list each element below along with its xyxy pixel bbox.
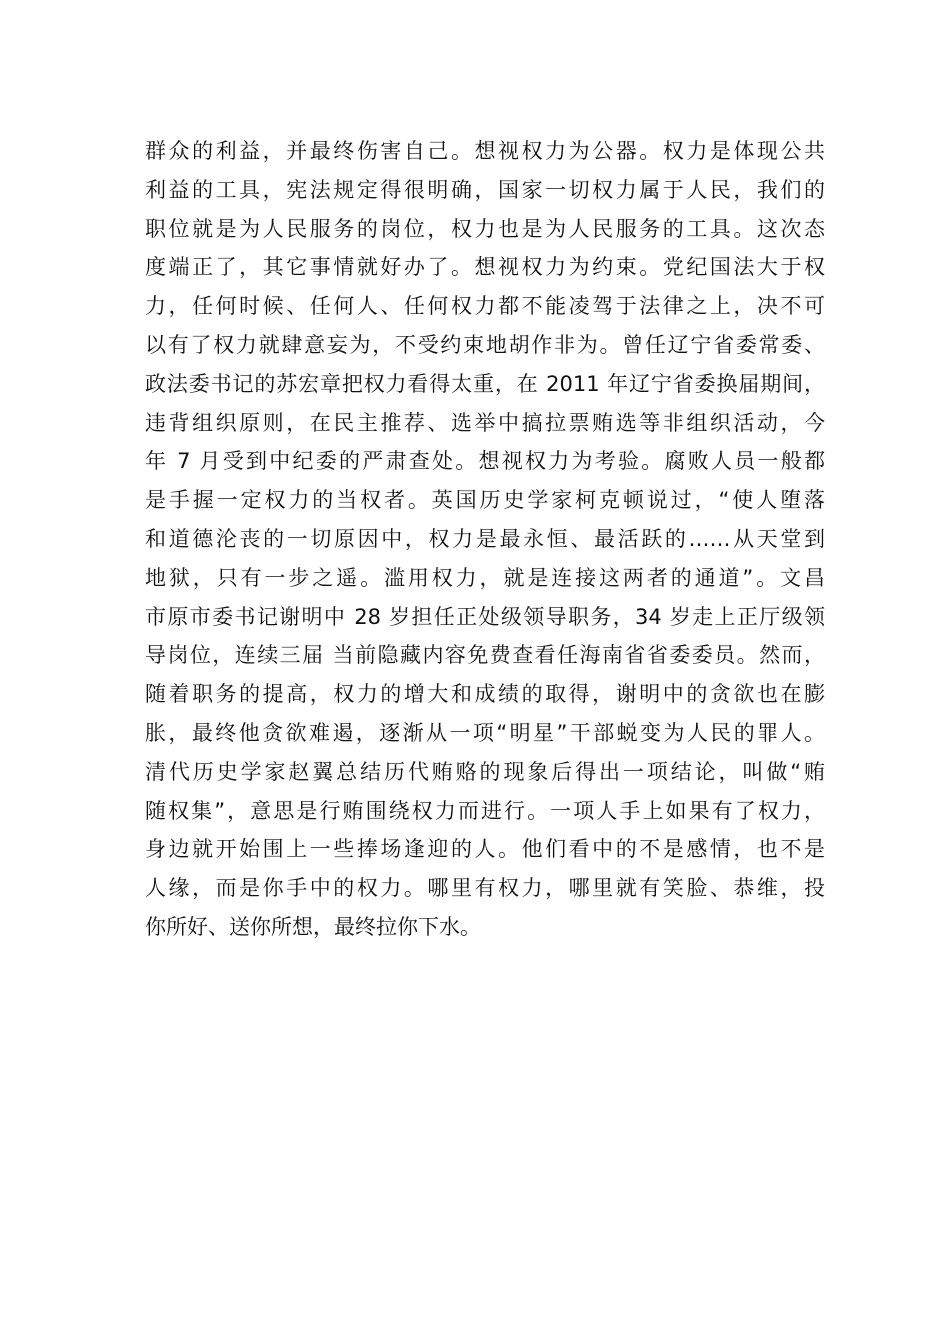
text-line: 职位就是为人民服务的岗位，权力也是为人民服务的工具。这次态 [145, 216, 825, 241]
text-line: 群众的利益，并最终伤害自己。想视权力为公器。权力是体现公共 [145, 139, 825, 163]
text-line: 违背组织原则，在民主推荐、选举中搞拉票贿选等非组织活动，今 [145, 410, 825, 435]
text-line: 和道德沦丧的一切原因中，权力是最永恒、最活跃的……从天堂到 [145, 526, 825, 551]
text-line: 市原市委书记谢明中 28 岁担任正处级领导职务，34 岁走上正厅级领 [145, 604, 825, 629]
text-line: 胀，最终他贪欲难遏，逐渐从一项“明星”干部蜕变为人民的罪人。 [145, 720, 825, 745]
text-line: 地狱，只有一步之遥。滥用权力，就是连接这两者的通道”。文昌 [145, 565, 825, 590]
text-line: 年 7 月受到中纪委的严肃查处。想视权力为考验。腐败人员一般都 [145, 449, 825, 474]
text-line: 随着职务的提高，权力的增大和成绩的取得，谢明中的贪欲也在膨 [145, 682, 825, 707]
text-line: 清代历史学家赵翼总结历代贿赂的现象后得出一项结论，叫做“贿 [145, 759, 825, 784]
text-line: 度端正了，其它事情就好办了。想视权力为约束。党纪国法大于权 [145, 255, 825, 280]
text-line: 政法委书记的苏宏章把权力看得太重，在 2011 年辽宁省委换届期间， [145, 371, 825, 396]
text-line: 力，任何时候、任何人、任何权力都不能凌驾于法律之上，决不可 [145, 294, 825, 319]
body-text [145, 132, 825, 947]
text-line: 以有了权力就肆意妄为，不受约束地胡作非为。曾任辽宁省委常委、 [145, 332, 825, 357]
text-line: 导岗位，连续三届 当前隐藏内容免费查看任海南省省委委员。然而， [145, 643, 825, 668]
text-line: 随权集”，意思是行贿围绕权力而进行。一项人手上如果有了权力， [145, 798, 825, 823]
text-line: 身边就开始围上一些捧场逢迎的人。他们看中的不是感情，也不是 [145, 837, 825, 862]
text-line: 人缘，而是你手中的权力。哪里有权力，哪里就有笑脸、恭维，投 [145, 876, 825, 901]
text-line-last: 你所好、送你所想，最终拉你下水。 [145, 914, 481, 939]
text-line: 是手握一定权力的当权者。英国历史学家柯克顿说过，“使人堕落 [145, 488, 825, 513]
text-line: 利益的工具，宪法规定得很明确，国家一切权力属于人民，我们的 [145, 177, 825, 202]
